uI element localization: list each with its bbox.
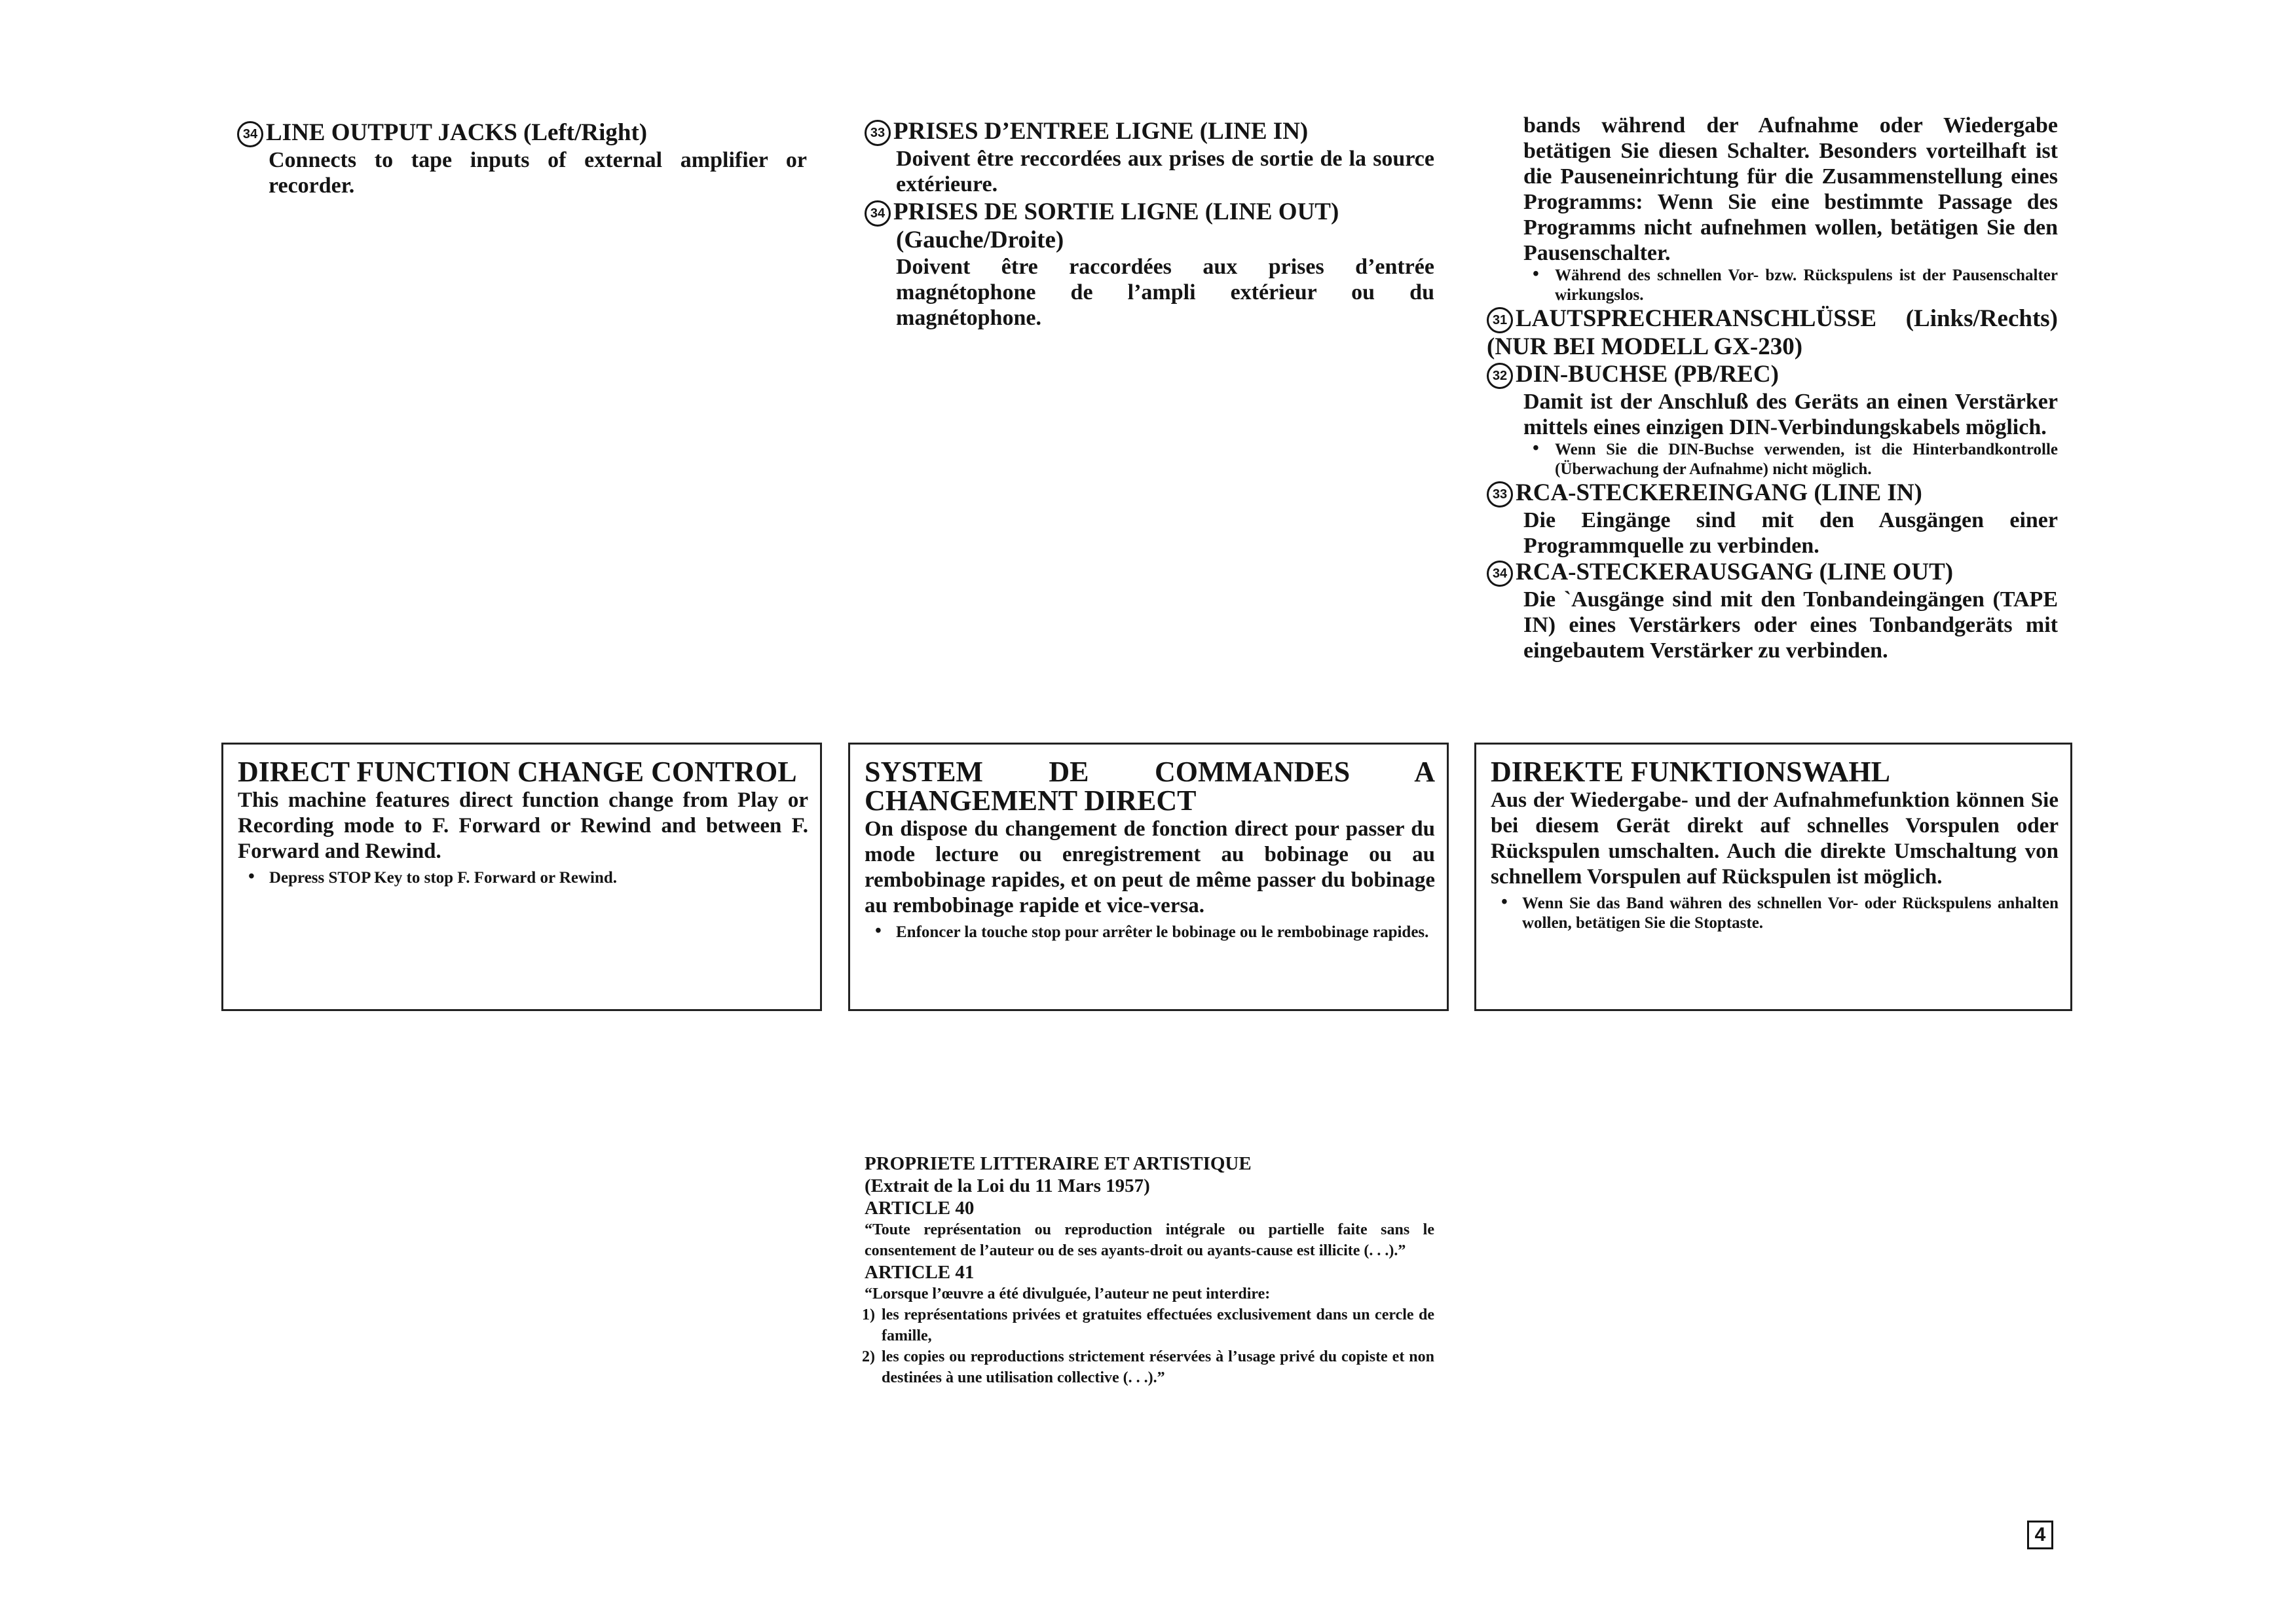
page-number: 4 xyxy=(2027,1521,2053,1549)
din-buchse-note: • Wenn Sie die DIN-Buchse verwenden, ist die Hinterbandkontrolle (Überwachung der Aufnahme) nicht möglich. xyxy=(1533,438,2058,478)
german-box-note: • Wenn Sie das Band währen des schnellen Vor- oder Rückspulens anhalten wollen, betätigen Sie die Stoptaste. xyxy=(1501,892,2059,932)
bullet-icon: • xyxy=(1533,438,1539,458)
prises-entree-text: Doivent être reccordées aux prises de sortie de la source extérieure. xyxy=(896,147,1434,196)
french-box-text: On dispose du changement de fonction direct pour passer du mode lecture ou enregistrement au bobinage ou au rembobinage rapides, et on peut de même passer du bobinage au rembobinage rapide et vice-versa. xyxy=(865,817,1435,917)
item-number-badge: 34 xyxy=(1487,561,1513,587)
item-number-badge: 32 xyxy=(1487,363,1513,389)
rca-eingang-heading: 33 RCA-STECKEREINGANG (LINE IN) xyxy=(1487,479,2058,507)
lautsprecher-heading: 31 LAUTSPRECHERANSCHLÜSSE (Links/Rechts) xyxy=(1487,305,2058,333)
item-number-badge: 33 xyxy=(865,120,891,146)
din-buchse-heading: 32 DIN-BUCHSE (PB/REC) xyxy=(1487,361,2058,389)
article-41-title: ARTICLE 41 xyxy=(865,1262,975,1283)
line-output-jacks-heading: 34 LINE OUTPUT JACKS (Left/Right) xyxy=(237,119,807,147)
legal-heading: PROPRIETE LITTERAIRE ET ARTISTIQUE xyxy=(865,1153,1252,1174)
french-box-note: • Enfoncer la touche stop pour arrêter le bobinage ou le rembobinage rapides. xyxy=(875,921,1429,941)
prises-sortie-subtitle: (Gauche/Droite) xyxy=(896,227,1064,253)
line-output-jacks-text: Connects to tape inputs of external amplifier or recorder. xyxy=(269,148,807,198)
rca-eingang-text: Die Eingänge sind mit den Ausgängen einer Programmquelle zu verbinden. xyxy=(1523,508,2058,558)
french-box-title: SYSTEM DE COMMANDES A CHANGEMENT DIRECT xyxy=(865,756,1435,817)
prises-sortie-text: Doivent être raccordées aux prises d’entrée magnétophone de l’ampli extérieur ou du magnétophone. xyxy=(896,255,1434,330)
pause-intro-text: bands während der Aufnahme oder Wiedergabe betätigen Sie diesen Schalter. Besonders vorteilhaft ist die Pauseneinrichtung für die Zusammenstellung eines Programms: Wenn Sie eine bestimmte Passage des Programms nicht aufnehmen wollen, betätigen Sie den Pausenschalter. xyxy=(1523,113,2058,265)
article-41-text: “Lorsque l’œuvre a été divulguée, l’auteur ne peut interdire: xyxy=(865,1285,1271,1302)
item-number-badge: 34 xyxy=(237,121,263,147)
bullet-icon: • xyxy=(875,921,882,941)
pause-note: • Während des schnellen Vor- bzw. Rückspulens ist der Pausenschalter wirkungslos. xyxy=(1533,264,2058,304)
english-box-title: DIRECT FUNCTION CHANGE CONTROL xyxy=(238,756,797,788)
lautsprecher-subtitle: (NUR BEI MODELL GX-230) xyxy=(1487,333,1803,360)
legal-notice xyxy=(862,1153,1434,1388)
rca-ausgang-heading: 34 RCA-STECKERAUSGANG (LINE OUT) xyxy=(1487,559,2058,587)
item-number-badge: 34 xyxy=(865,200,891,227)
article-41-item: 1) les représentations privées et gratuites effectuées exclusivement dans un cercle de famille, xyxy=(862,1306,1434,1344)
legal-subheading: (Extrait de la Loi du 11 Mars 1957) xyxy=(865,1175,1150,1196)
rca-ausgang-text: Die `Ausgänge sind mit den Tonbandeingängen (TAPE IN) eines Verstärkers oder eines Tonbandgeräts mit eingebautem Verstärker zu verbinden. xyxy=(1523,587,2058,663)
article-40-title: ARTICLE 40 xyxy=(865,1198,975,1219)
english-box-text: This machine features direct function change from Play or Recording mode to F. Forward or Rewind and between F. Forward and Rewind. xyxy=(238,788,808,863)
english-box-note: • Depress STOP Key to stop F. Forward or Rewind. xyxy=(248,866,618,887)
article-40-text: “Toute représentation ou reproduction intégrale ou partielle faite sans le consentement de l’auteur ou de ses ayants-droit ou ayants-cause est illicite (. . .).” xyxy=(865,1221,1434,1259)
french-box xyxy=(848,743,1449,1011)
article-41-item: 2) les copies ou reproductions strictement réservées à l’usage privé du copiste et non destinées à une utilisation collective (. . .).” xyxy=(862,1348,1434,1386)
german-box xyxy=(1474,743,2072,1011)
german-box-title: DIREKTE FUNKTIONSWAHL xyxy=(1491,756,1891,788)
bullet-icon: • xyxy=(1501,892,1508,912)
bullet-icon: • xyxy=(1533,264,1539,284)
prises-entree-heading: 33 PRISES D’ENTREE LIGNE (LINE IN) xyxy=(865,118,1434,146)
prises-sortie-heading: 34 PRISES DE SORTIE LIGNE (LINE OUT) xyxy=(865,198,1434,227)
english-box xyxy=(221,743,822,1011)
left-column xyxy=(237,119,807,198)
german-box-text: Aus der Wiedergabe- und der Aufnahmefunktion können Sie bei diesem Gerät direkt auf schnelles Vorspulen oder Rückspulen umschalten. Auch die direkte Umschaltung von schnellem Vorspulen auf Rückspulen ist möglich. xyxy=(1491,788,2059,889)
right-column xyxy=(1487,113,2058,663)
middle-column xyxy=(865,118,1434,331)
item-number-badge: 31 xyxy=(1487,307,1513,333)
din-buchse-text: Damit ist der Anschluß des Geräts an einen Verstärker mittels eines einzigen DIN-Verbindungskabels möglich. xyxy=(1523,390,2058,439)
item-number-badge: 33 xyxy=(1487,481,1513,507)
bullet-icon: • xyxy=(248,866,255,887)
